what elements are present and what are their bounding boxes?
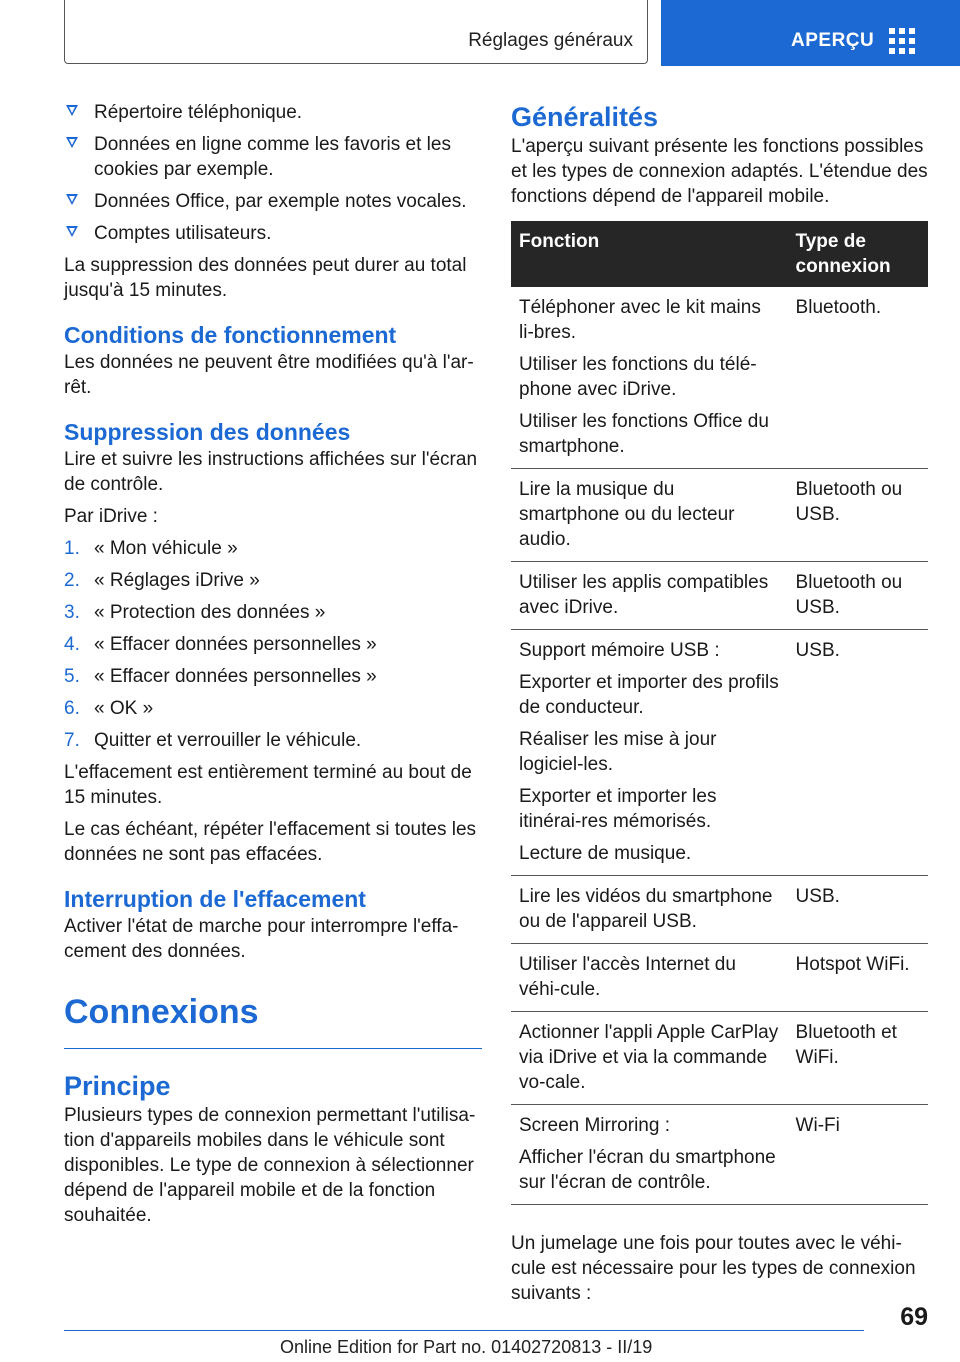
overview-tab[interactable] [661, 0, 960, 66]
function-cell [511, 287, 788, 469]
generalites-text: L'aperçu suivant présente les fonctions possibles et les types de connexion adaptés. L'étendue des fonctions dépend de l'appareil mobile. [511, 136, 928, 207]
list-item-text: Données Office, par exemple notes vocales. [94, 191, 467, 212]
step-text: « OK » [94, 698, 154, 719]
column-header-fonction: Fonction [511, 221, 788, 287]
left-column [64, 100, 482, 1228]
connection-type-cell: Hotspot WiFi. [788, 944, 928, 1012]
function-cell [511, 562, 788, 630]
triangle-bullet-icon [66, 137, 78, 148]
cell-text: Lecture de musique. [519, 843, 692, 864]
table-header-row [511, 221, 928, 287]
connection-type-cell: Bluetooth ou USB. [788, 562, 928, 630]
header-section-box [64, 0, 648, 64]
step-number: 4. [64, 634, 80, 655]
step-text: « Mon véhicule » [94, 538, 238, 559]
list-item [64, 132, 482, 182]
cell-text: Exporter et importer les itinérai-res mémorisés. [519, 786, 717, 832]
step-text: « Effacer données personnelles » [94, 634, 377, 655]
step-number: 1. [64, 538, 80, 559]
cell-text: Utiliser les fonctions du télé-phone avec iDrive. [519, 354, 757, 400]
connection-type-cell: Bluetooth et WiFi. [788, 1012, 928, 1105]
cell-text: Téléphoner avec le kit mains li-bres. [519, 297, 761, 343]
data-bullet-list [64, 100, 482, 246]
triangle-bullet-icon [66, 226, 78, 237]
table-row [511, 287, 928, 469]
table-row [511, 562, 928, 630]
table-row [511, 630, 928, 876]
steps-list [64, 536, 482, 753]
step-number: 6. [64, 698, 80, 719]
edition-footer: Online Edition for Part no. 01402720813 - II/19 [280, 1337, 653, 1357]
step-item [64, 568, 482, 593]
cell-text: Lire la musique du smartphone ou du lecteur audio. [519, 479, 735, 550]
function-cell [511, 469, 788, 562]
conditions-text: Les données ne peuvent être modifiées qu'à l'ar-rêt. [64, 352, 474, 398]
right-column [511, 100, 929, 1306]
table-row [511, 1012, 928, 1105]
suppression-text: Lire et suivre les instructions affichées sur l'écran de contrôle. [64, 449, 478, 495]
step-item [64, 600, 482, 625]
conditions-heading: Conditions de fonctionnement [64, 322, 397, 348]
connection-type-cell: USB. [788, 876, 928, 944]
function-cell [511, 876, 788, 944]
principe-text: Plusieurs types de connexion permettant l'utilisa-tion d'appareils mobiles dans le véhicule sont disponibles. Le type de connexion à sélectionner dépend de l'appareil mobile et de la fonction souhaitée. [64, 1105, 476, 1226]
cell-text: Screen Mirroring : [519, 1115, 670, 1136]
connection-type-cell: Bluetooth. [788, 287, 928, 469]
step-number: 3. [64, 602, 80, 623]
column-header-type: Type de connexion [788, 221, 928, 287]
step-number: 5. [64, 666, 80, 687]
list-item-text: Comptes utilisateurs. [94, 223, 272, 244]
jumelage-text: Un jumelage une fois pour toutes avec le véhi-cule est nécessaire pour les types de connexion suivants : [511, 1233, 916, 1304]
cell-text: Support mémoire USB : [519, 640, 720, 661]
section-title: Réglages généraux [468, 30, 633, 51]
step-item [64, 696, 482, 721]
connection-types-table [511, 221, 928, 1205]
list-item [64, 221, 482, 246]
cell-text: Afficher l'écran du smartphone sur l'écran de contrôle. [519, 1147, 776, 1193]
repeat-text: Le cas échéant, répéter l'effacement si toutes les données ne sont pas effacées. [64, 819, 477, 865]
table-row [511, 1105, 928, 1205]
list-item [64, 189, 482, 214]
function-cell [511, 1105, 788, 1205]
step-item [64, 728, 482, 753]
connection-type-cell: USB. [788, 630, 928, 876]
generalites-heading: Généralités [511, 102, 659, 132]
connexions-heading: Connexions [64, 990, 482, 1049]
cell-text: Utiliser les fonctions Office du smartphone. [519, 411, 769, 457]
list-item [64, 100, 482, 125]
function-cell [511, 944, 788, 1012]
list-item-text: Répertoire téléphonique. [94, 102, 303, 123]
step-text: « Protection des données » [94, 602, 326, 623]
step-text: Quitter et verrouiller le véhicule. [94, 730, 362, 751]
step-text: « Effacer données personnelles » [94, 666, 377, 687]
step-item [64, 632, 482, 657]
table-row [511, 469, 928, 562]
suppression-heading: Suppression des données [64, 419, 351, 445]
step-number: 2. [64, 570, 80, 591]
via-idrive-text: Par iDrive : [64, 506, 158, 527]
page-number: 69 [900, 1303, 928, 1331]
interruption-heading: Interruption de l'effacement [64, 886, 366, 912]
step-text: « Réglages iDrive » [94, 570, 260, 591]
interruption-text: Activer l'état de marche pour interrompre l'effa-cement des données. [64, 916, 459, 962]
deletion-duration-text: La suppression des données peut durer au total jusqu'à 15 minutes. [64, 255, 467, 301]
effacement-done-text: L'effacement est entièrement terminé au bout de 15 minutes. [64, 762, 472, 808]
overview-tab-label: APERÇU [791, 30, 875, 51]
connection-type-cell: Bluetooth ou USB. [788, 469, 928, 562]
cell-text: Utiliser l'accès Internet du véhi-cule. [519, 954, 736, 1000]
step-item [64, 664, 482, 689]
cell-text: Actionner l'appli Apple CarPlay via iDrive et via la commande vo-cale. [519, 1022, 779, 1093]
table-row [511, 876, 928, 944]
step-number: 7. [64, 730, 80, 751]
grid-icon [889, 28, 915, 54]
cell-text: Réaliser les mise à jour logiciel-les. [519, 729, 717, 775]
function-cell [511, 1012, 788, 1105]
footer-divider [64, 1330, 864, 1331]
principe-heading: Principe [64, 1071, 171, 1101]
list-item-text: Données en ligne comme les favoris et les cookies par exemple. [94, 134, 451, 180]
triangle-bullet-icon [66, 194, 78, 205]
cell-text: Lire les vidéos du smartphone ou de l'appareil USB. [519, 886, 773, 932]
table-row [511, 944, 928, 1012]
step-item [64, 536, 482, 561]
function-cell [511, 630, 788, 876]
cell-text: Exporter et importer des profils de conducteur. [519, 672, 779, 718]
triangle-bullet-icon [66, 105, 78, 116]
connection-type-cell: Wi-Fi [788, 1105, 928, 1205]
cell-text: Utiliser les applis compatibles avec iDrive. [519, 572, 769, 618]
